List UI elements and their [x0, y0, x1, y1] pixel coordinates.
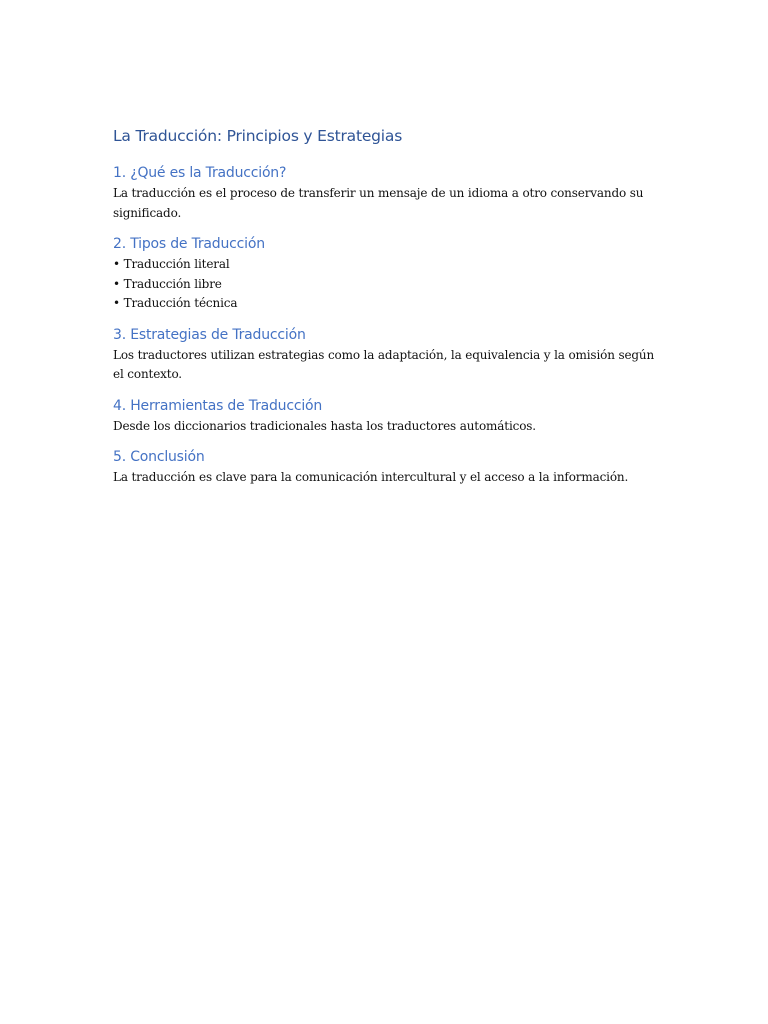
section-translation-types [113, 233, 656, 314]
section-heading: 5. Conclusión [113, 449, 205, 465]
translation-types-list [113, 255, 656, 314]
section-paragraph: Los traductores utilizan estrategias como la adaptación, la equivalencia y la omisión según el contexto. [113, 347, 655, 381]
section-heading: 4. Herramientas de Traducción [113, 397, 323, 414]
section-heading: 3. Estrategias de Traducción [113, 326, 306, 343]
list-item: • Traducción literal [113, 257, 230, 271]
section-paragraph: La traducción es clave para la comunicación intercultural y el acceso a la información. [113, 470, 629, 484]
section-paragraph: La traducción es el proceso de transferir un mensaje de un idioma a otro conservando su significado. [113, 186, 644, 220]
section-heading: 2. Tipos de Traducción [113, 236, 265, 252]
list-item: • Traducción técnica [113, 296, 238, 310]
section-what-is-translation [113, 162, 656, 223]
section-translation-tools [113, 395, 656, 437]
section-heading: 1. ¿Qué es la Traducción? [113, 165, 287, 181]
section-translation-strategies [113, 324, 656, 385]
section-conclusion [113, 446, 656, 488]
document-title: La Traducción: Principios y Estrategias [113, 127, 403, 145]
section-paragraph: Desde los diccionarios tradicionales hasta los traductores automáticos. [113, 418, 536, 433]
list-item: • Traducción libre [113, 276, 222, 291]
